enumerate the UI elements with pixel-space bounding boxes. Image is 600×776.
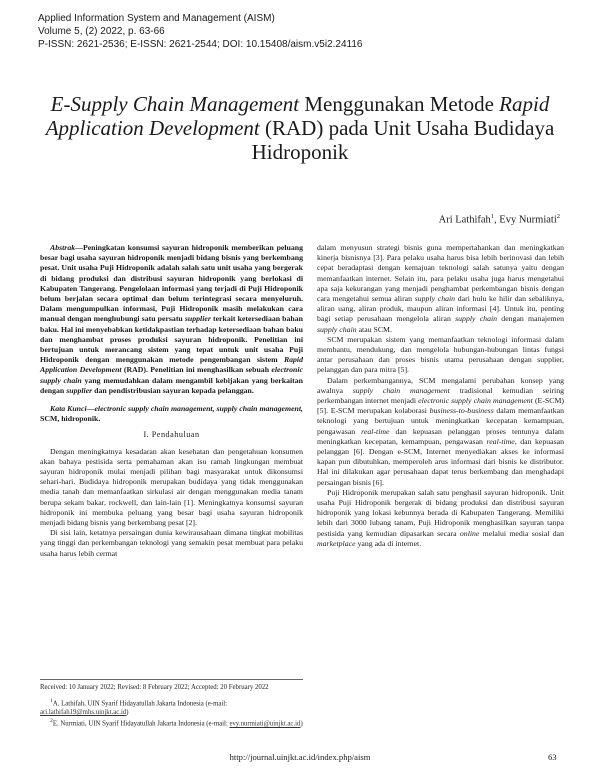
keywords: Kata Kunci—electronic supply chain management, supply chain management, SCM, hidroponik. xyxy=(40,404,303,424)
section-heading-introduction: I. Pendahuluan xyxy=(143,430,200,440)
right-paragraph-3: Dalam perkembangannya, SCM mengalami perubahan konsep yang awalnya supply chain management tradisional kemudian seiring perkembangan internet menjadi electronic supply chain management (E-SCM) [5]. E-SCM merupakan kolaborasi business-to-business dalam memanfaatkan teknologi yang bertujuan untuk meningkatkan kecepatan kemampuan, pengawasan real-time dan kepuasan pelanggan proses tentunya dalam meningkatkan kecepatan, kemampuan, pengawasan real-time, dan kepuasan pelanggan [6]. Dengan e-SCM, Internet menyediakan akses ke informasi kapan pun dibutuhkan, memperoleh arus informasi dari bisnis ke distributor. Hal ini dilakukan agar perusahaan dapat terus berkembang dan menghadapi persaingan bisnis [6]. xyxy=(317,375,564,487)
footnote-author-2: $^2$E. Nurmiati, UIN Syarif Hidayatullah Jakarta Indonesia (e-mail: evy.nurmiati@uinjkt.ac.id) xyxy=(50,718,303,728)
paper-title: E-Supply Chain Management Menggunakan Metode Rapid Application Development (RAD) pada Unit Usaha Budidaya Hidroponik xyxy=(45,92,555,164)
author-line: Ari Lathifah$^1$, Evy Nurmiati$^2$ xyxy=(438,213,560,226)
right-paragraph-2: SCM merupakan sistem yang memanfaatkan teknologi informasi dalam membantu, mendukung, dan mengelola hubungan-hubungan lintas fungsi antar perusahaan dan proses bisnis utama perusahaan dengan supplier, pelanggan dan para mitra [5]. xyxy=(317,334,564,375)
footnote-author-1: $^1$A. Lathifah, UIN Syarif Hidayatullah Jakarta Indonesia (e-mail: ari.lathifah19@mhs.uinjkt.ac.id) xyxy=(40,698,228,717)
journal-name: Applied Information System and Management (AISM) xyxy=(38,13,275,24)
right-column xyxy=(317,243,564,549)
author-2-email-link[interactable]: evy.nurmiati@uinjkt.ac.id xyxy=(229,720,301,728)
page-number: 63 xyxy=(548,752,557,762)
abstract: Abstrak—Peningkatan konsumsi sayuran hidroponik memberikan peluang besar bagi usaha sayuran hidroponik menjadi bidang bisnis yang berkembang pesat. Unit usaha Puji Hidroponik adalah salah satu unit usaha yang bergerak di bidang produksi dan distribusi sayuran hidroponik yang berlokasi di Kabupaten Tangerang. Pengelolaan informasi yang terjadi di Puji Hidroponik belum berjalan secara optimal dan belum terintegrasi secara menyeluruh. Dalam mengumpulkan informasi, Puji Hidroponik masih melakukan cara manual dengan menghubungi satu persatu supplier terkait ketersediaan bahan baku. Hal ini menyebabkan ketidakpastian terhadap ketersediaan bahan baku dan menghambat proses produksi sayuran hidroponik. Penelitian ini bertujuan untuk merancang sistem yang tepat untuk unit usaha Puji Hidroponik dengan menggunakan metode pengembangan sistem Rapid Application Development (RAD). Penelitian ini menghasilkan sebuah electronic supply chain yang memudahkan dalam mengambil kebijakan yang berkaitan dengan supplier dan pendistribusian sayuran kepada pelanggan. xyxy=(40,243,303,395)
left-column xyxy=(40,243,303,559)
journal-volume: Volume 5, (2) 2022, p. 63-66 xyxy=(38,26,165,37)
journal-url[interactable]: http://journal.uinjkt.ac.id/index.php/aism xyxy=(229,752,371,762)
journal-issn-doi: P-ISSN: 2621-2536; E-ISSN: 2621-2544; DOI: 10.15408/aism.v5i2.24116 xyxy=(38,39,363,50)
intro-paragraph-2: Di sisi lain, ketatnya persaingan dunia kewirausahaan dimana tingkat mobilitas yang tinggi dan perkembangan teknologi yang semakin pesat membuat para pelaku usaha harus lebih cermat xyxy=(40,528,303,558)
journal-header xyxy=(38,12,362,51)
footnote-divider xyxy=(40,679,303,680)
right-paragraph-1: dalam menyusun strategi bisnis guna mempertahankan dan meningkatkan kinerja bisnisnya [3]. Para pelaku usaha harus bisa lebih berinovasi dan lebih cepat beradaptasi dengan kemajuan teknologi salah satunya yaitu dengan memanfaatkan internet. Selain itu, para pelaku usaha juga harus mengetahui apa saja kekurangan yang menjadi penghambat perkembangan bisnis dengan cara mengetahui semua aliran supply chain dari hulu ke hilir dan sebaliknya, aliran uang, aliran produk, maupun aliran informasi [4]. Untuk itu, penting bagi setiap perusahaan mengelola aliran supply chain dengan manajemen supply chain atau SCM. xyxy=(317,243,564,334)
footnotes xyxy=(40,683,303,729)
received-dates: Received: 10 January 2022; Revised: 8 February 2022; Accepted: 20 February 2022 xyxy=(40,684,269,691)
author-1-email-link[interactable]: ari.lathifah19@mhs.uinjkt.ac.id xyxy=(40,709,127,717)
right-paragraph-4: Puji Hidroponik merupakan salah satu penghasil sayuran hidroponik. Unit usaha Puji Hidroponik bergerak di bidang produksi dan distribusi sayuran hidroponik yang lokasi kebunnya berada di Kabupaten Tangerang. Memiliki lebih dari 3000 lubang tanam, Puji Hidroponik menghasilkan sayuran tanpa pestisida yang kemudian dipasarkan secara online melalui media sosial dan marketplace yang ada di internet. xyxy=(317,487,564,548)
intro-paragraph-1: Dengan meningkatnya kesadaran akan kesehatan dan pengetahuan konsumen akan bahaya pestisida serta pemahaman akan isu ramah lingkungan membuat sayuran hidroponik mulai menjadi pilihan bagi masyarakat untuk dikonsumsi sehari-hari. Budidaya hidroponik merupakan budidaya yang tidak menggunakan media tanah dan memanfaatkan sirkulasi air dengan menggunakan media tanam berupa sekam bakar, rockwell, dan lain-lain [1]. Meningkatnya konsumsi sayuran hidroponik ini membuka peluang yang besar bagi usaha sayuran hidroponik menjadi bidang bisnis yang berkembang pesat [2]. xyxy=(40,446,303,528)
